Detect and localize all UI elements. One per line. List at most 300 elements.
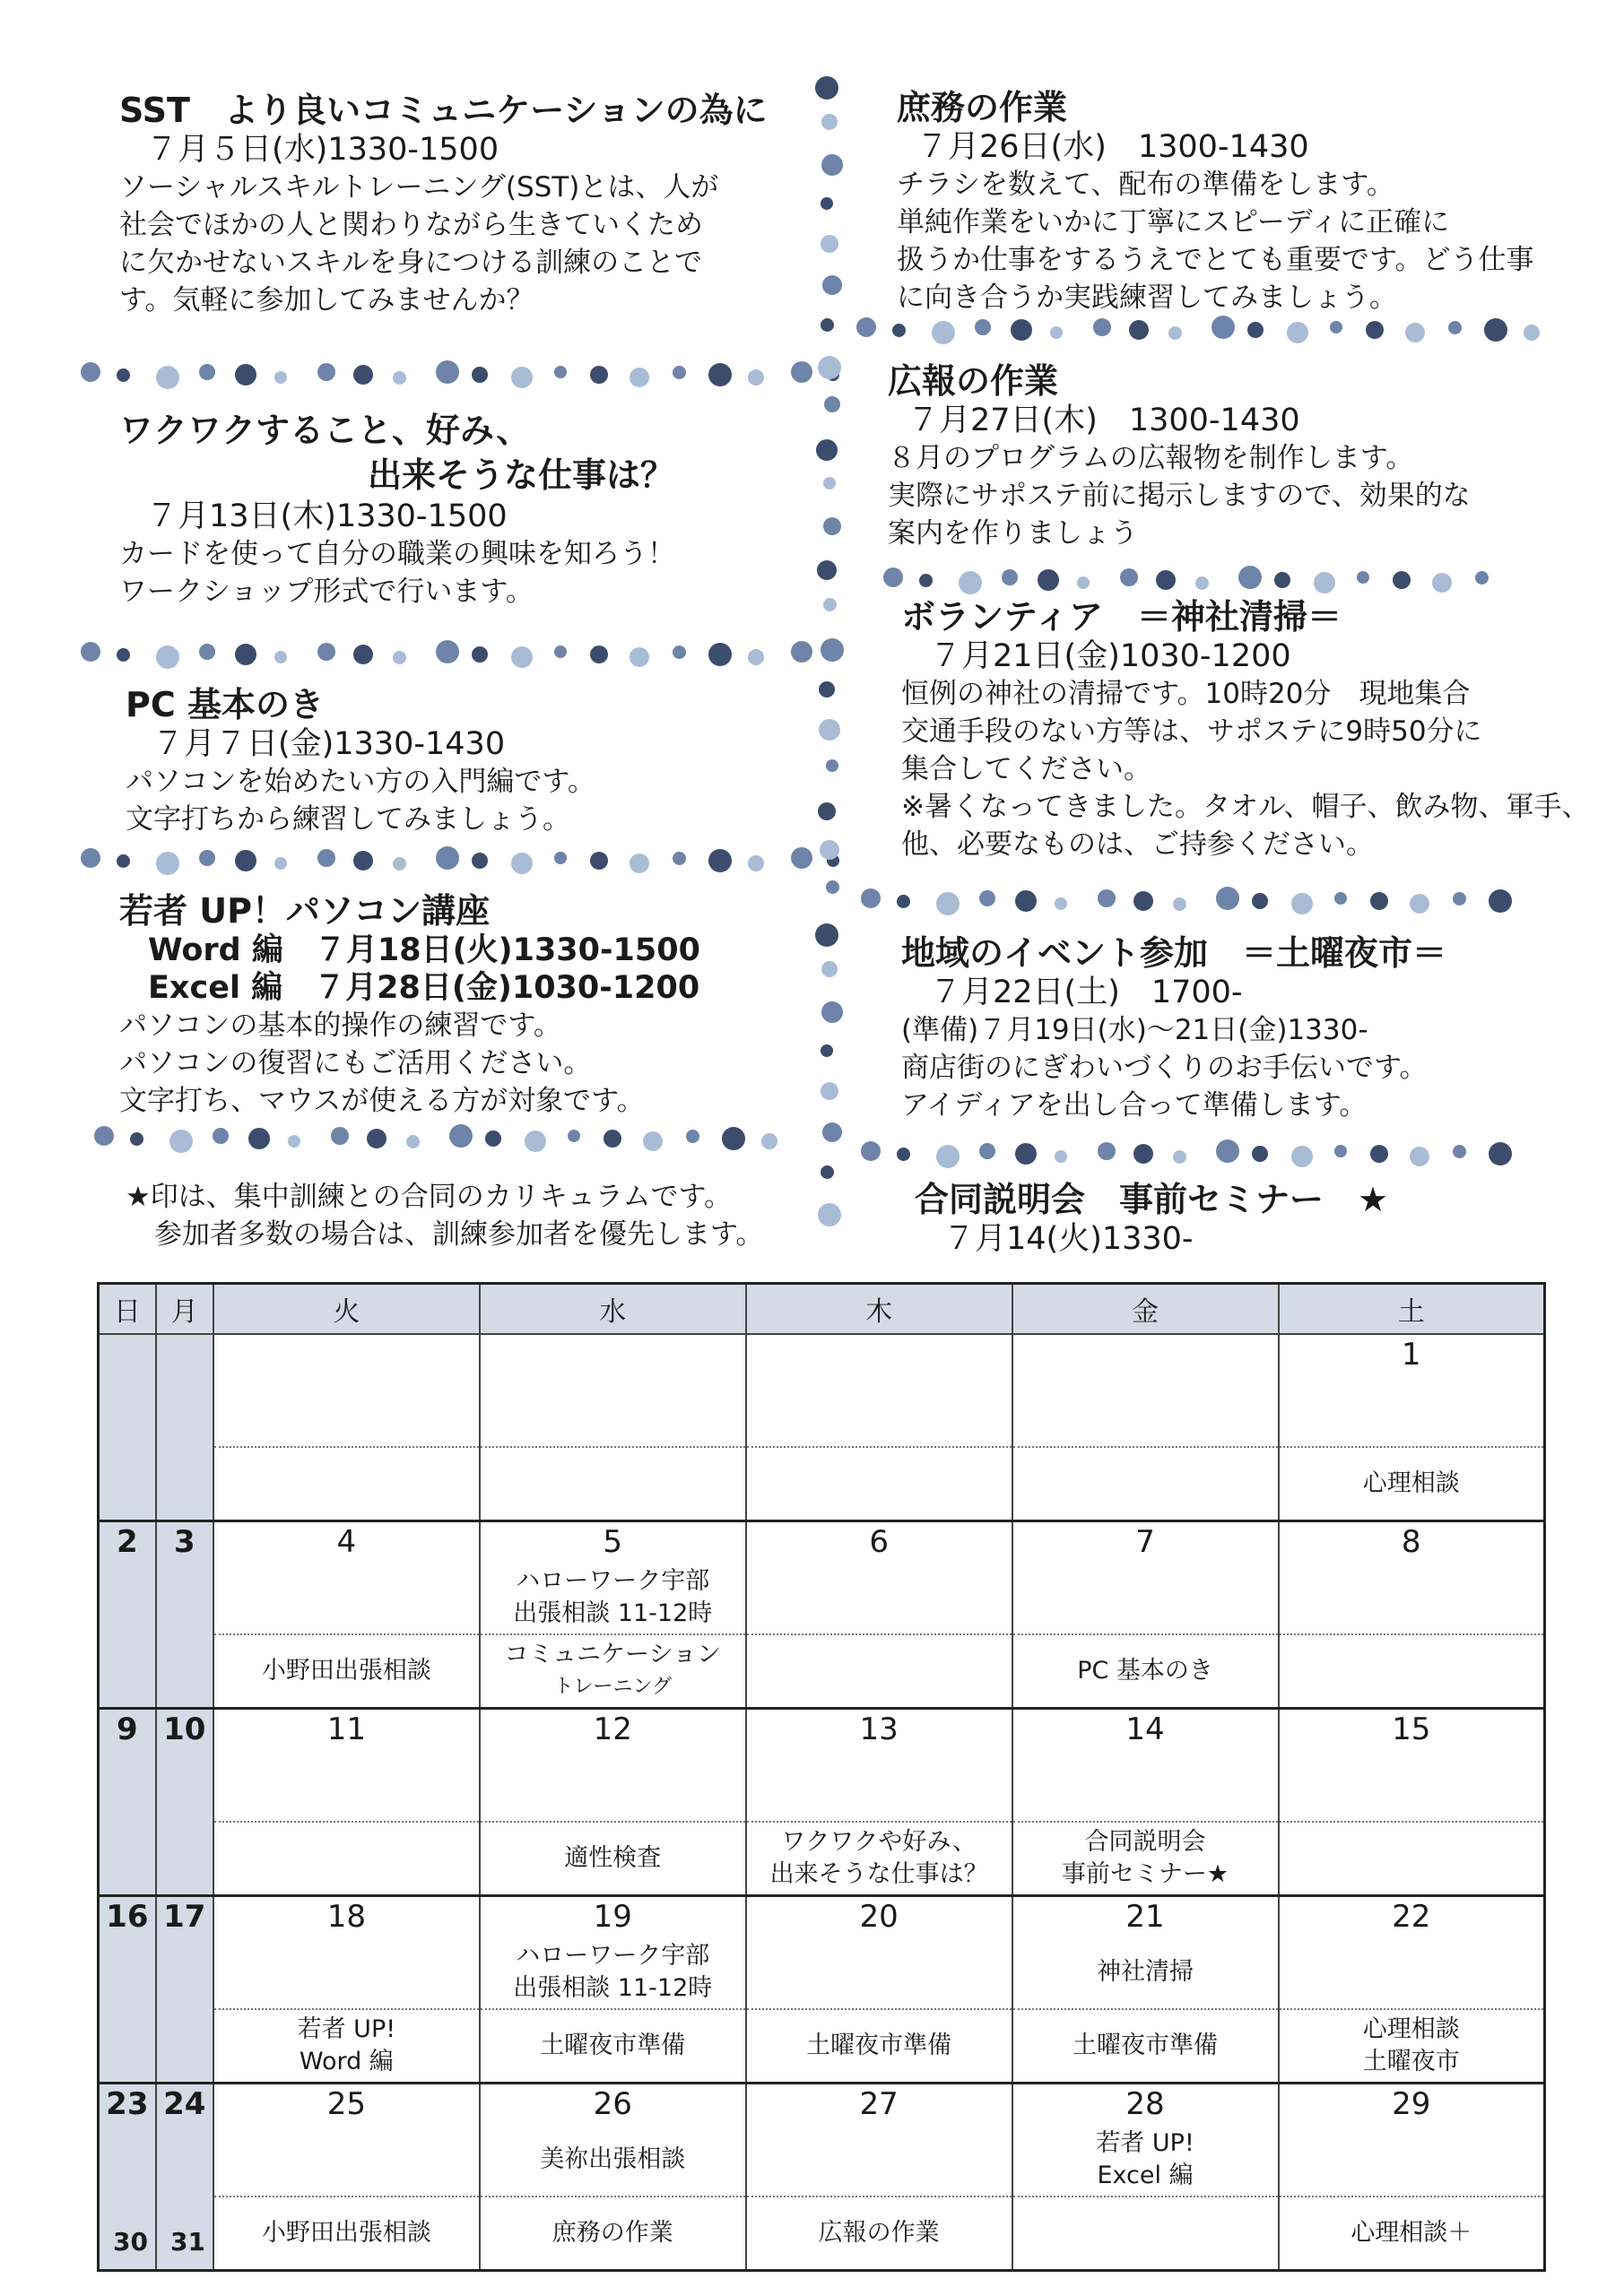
dot-icon — [975, 319, 991, 335]
dot-icon — [1357, 571, 1369, 584]
dot-icon — [821, 235, 838, 253]
calendar-event-mon — [156, 1562, 213, 1634]
calendar-event-thu — [746, 2196, 1012, 2271]
calendar-day-fri: 21 — [1012, 1896, 1279, 1937]
dot-icon — [821, 1165, 834, 1179]
calendar-event-sun — [99, 1562, 156, 1634]
volunteer-line-1: 恒例の神社の清掃です。10時20分 現地集合 — [901, 678, 1471, 710]
dot-icon — [1093, 318, 1111, 336]
dot-icon — [393, 651, 406, 664]
calendar-day-wed: 5 — [480, 1521, 746, 1563]
dot-icon — [1524, 325, 1540, 341]
calendar-event-line: 心理相談 — [1362, 1469, 1460, 1497]
dot-icon — [317, 849, 335, 867]
calendar-row-nums — [99, 1521, 1545, 1563]
calendar-event-wed — [480, 1634, 746, 1709]
star-note-line-1: ★印は、集中訓練との合同のカリキュラムです。 — [126, 1181, 732, 1213]
pc-title: PC 基本のき — [126, 685, 324, 724]
calendar-event-sat — [1279, 1562, 1545, 1634]
dot-icon — [590, 852, 608, 870]
dot-icon — [94, 1126, 114, 1146]
calendar-event-line: コミュニケーション — [504, 1641, 721, 1668]
calendar-event-line: 小野田出張相談 — [261, 1657, 431, 1685]
calendar-event-line: ワクワクや好み、 — [781, 1828, 977, 1856]
dot-icon — [117, 854, 130, 868]
calendar-event-thu — [746, 1634, 1012, 1709]
dot-icon — [169, 1130, 193, 1153]
volunteer-section — [901, 596, 1590, 863]
calendar-event-tue — [213, 1447, 480, 1521]
calendar-event-sat — [1279, 2196, 1545, 2271]
sst-title: SST より良いコミュニケーションの為に — [119, 91, 768, 130]
calendar-event-line: 出来そうな仕事は？ — [769, 1860, 988, 1888]
dot-icon — [1050, 326, 1063, 339]
calendar-row-ev1 — [99, 1749, 1545, 1822]
dot-icon — [317, 643, 335, 661]
dot-icon — [1484, 318, 1507, 342]
dot-icon — [821, 1044, 833, 1057]
dot-icon — [821, 638, 844, 662]
calendar-event-mon — [156, 1447, 213, 1521]
wakuwaku-title-1: ワクワクすること、好み、 — [119, 411, 531, 450]
dot-icon — [130, 1132, 143, 1146]
calendar-event-mon — [156, 1634, 213, 1709]
shomu-line-3: 扱うか仕事をするうえでとても重要です。どう仕事 — [897, 244, 1534, 276]
dot-divider — [861, 883, 1542, 919]
calendar-day-fri: 14 — [1012, 1709, 1279, 1750]
calendar-event-wed — [480, 2009, 746, 2084]
dot-icon — [673, 366, 686, 379]
calendar-event-line: 小野田出張相談 — [261, 2219, 431, 2247]
calendar-event-wed — [480, 1749, 746, 1822]
calendar-event-line: ハローワーク宇部 — [516, 1567, 710, 1595]
calendar-event-fri — [1012, 1936, 1279, 2009]
dot-icon — [511, 853, 533, 874]
dot-icon — [1314, 572, 1335, 593]
wakamono-line-1: パソコンの基本的操作の練習です。 — [119, 1009, 561, 1042]
calendar-event-wed — [480, 1374, 746, 1447]
dot-icon — [1055, 1150, 1067, 1163]
volunteer-line-3: 集合してください。 — [901, 753, 1151, 785]
dot-icon — [1002, 569, 1018, 585]
calendar-day-wed: 12 — [480, 1709, 746, 1750]
calendar-day-tue: 11 — [213, 1709, 480, 1750]
dot-icon — [1173, 1150, 1186, 1164]
dot-icon — [630, 647, 649, 667]
calendar-event-thu — [746, 1822, 1012, 1896]
dot-divider — [81, 843, 852, 879]
dot-icon — [821, 197, 833, 210]
wakuwaku-date: ７月13日(木)1330-1500 — [146, 498, 508, 534]
calendar-day-fri: 28 — [1012, 2084, 1279, 2125]
calendar-event-line: トレーニング — [553, 1676, 673, 1698]
pc-section — [126, 684, 595, 838]
dot-icon — [748, 855, 764, 871]
dot-icon — [1453, 892, 1466, 905]
calendar-event-mon — [156, 1822, 213, 1896]
calendar-day-fri — [1012, 1334, 1279, 1374]
calendar-header-row — [99, 1284, 1545, 1335]
shomu-line-4: に向き合うか実践練習してみましょう。 — [897, 282, 1397, 314]
calendar-row-nums — [99, 1896, 1545, 1937]
wakuwaku-title-2: 出来そうな仕事は？ — [368, 455, 675, 495]
volunteer-line-5: 他、必要なものは、ご持参ください。 — [901, 828, 1374, 861]
calendar-day-sat: 8 — [1279, 1521, 1545, 1563]
dot-icon — [449, 1124, 473, 1148]
calendar-event-tue — [213, 2009, 480, 2084]
dot-icon — [393, 857, 406, 871]
koho-title: 広報の作業 — [888, 361, 1059, 401]
calendar-day-fri: 7 — [1012, 1521, 1279, 1563]
dot-icon — [643, 1131, 663, 1151]
dot-icon — [511, 646, 533, 668]
calendar-day-sat: 1 — [1279, 1334, 1545, 1374]
dot-icon — [1173, 897, 1186, 911]
calendar-event-mon — [156, 2009, 213, 2084]
dot-icon — [590, 366, 608, 384]
calendar-row-ev2 — [99, 1822, 1545, 1896]
dot-icon — [824, 396, 840, 412]
dot-icon — [199, 644, 215, 660]
pc-date: ７月７日(金)1330-1430 — [152, 726, 506, 762]
calendar-event-line: 事前セミナー★ — [1061, 1860, 1229, 1888]
dot-icon — [367, 1129, 386, 1148]
shomu-line-2: 単純作業をいかに丁寧にスピーディに正確に — [897, 206, 1450, 238]
dot-icon — [1410, 1147, 1429, 1166]
calendar-event-wed — [480, 1447, 746, 1521]
dot-icon — [1133, 891, 1153, 911]
calendar-event-fri — [1012, 1562, 1279, 1634]
koho-line-2: 実際にサポステ前に掲示しますので、効果的な — [888, 480, 1471, 512]
sst-line-3: に欠かせないスキルを身につける訓練のことで — [119, 247, 703, 279]
calendar-event-sun — [99, 2009, 156, 2084]
calendar-day-mon: 10 — [156, 1709, 213, 1750]
calendar-event-tue — [213, 1374, 480, 1447]
calendar-event-wed — [480, 1822, 746, 1896]
header-tue: 火 — [213, 1284, 480, 1335]
calendar-event-sat — [1279, 2124, 1545, 2196]
calendar-event-line: 若者 UP! — [1096, 2129, 1194, 2157]
calendar-event-thu — [746, 2124, 1012, 2196]
calendar-day-thu — [746, 1334, 1012, 1374]
calendar-event-line: 土曜夜市準備 — [540, 2032, 686, 2059]
calendar-day-sun: 9 — [99, 1709, 156, 1750]
calendar-day-thu: 20 — [746, 1896, 1012, 1937]
dot-icon — [818, 1203, 841, 1226]
volunteer-line-2: 交通手段のない方等は、サポステに9時50分に — [901, 715, 1482, 748]
calendar-event-line: 土曜夜市準備 — [1073, 2032, 1219, 2059]
seminar-date: ７月14(火)1330- — [943, 1221, 1194, 1257]
dot-icon — [117, 368, 130, 382]
calendar-event-mon — [156, 1374, 213, 1447]
dot-icon — [274, 651, 287, 663]
volunteer-line-4: ※暑くなってきました。タオル、帽子、飲み物、軍手、 — [901, 791, 1590, 823]
dot-icon — [406, 1135, 420, 1148]
dot-icon — [81, 642, 100, 662]
calendar-day-wed: 19 — [480, 1896, 746, 1937]
calendar-event-wed — [480, 2196, 746, 2271]
dot-icon — [821, 1001, 843, 1023]
calendar-event-fri — [1012, 2009, 1279, 2084]
dot-icon — [156, 852, 179, 875]
dot-icon — [936, 892, 960, 915]
dot-icon — [1015, 890, 1037, 912]
dot-icon — [892, 324, 906, 337]
shomu-section — [897, 87, 1534, 316]
calendar-row-ev1 — [99, 1562, 1545, 1634]
dot-icon — [819, 681, 835, 697]
dot-icon — [1252, 1146, 1268, 1162]
dot-icon — [673, 645, 686, 659]
calendar-event-tue — [213, 2124, 480, 2196]
seminar-title: 合同説明会 事前セミナー ★ — [915, 1180, 1389, 1219]
calendar-row-ev1 — [99, 1374, 1545, 1447]
calendar-event-tue — [213, 1822, 480, 1896]
dot-icon — [436, 640, 459, 663]
dot-icon — [1216, 1139, 1239, 1163]
dot-icon — [117, 648, 130, 662]
dot-icon — [1015, 1143, 1037, 1165]
dot-divider — [856, 312, 1547, 348]
calendar-day-sat: 22 — [1279, 1896, 1545, 1937]
dot-icon — [1011, 319, 1032, 341]
dot-icon — [818, 802, 836, 820]
calendar-day-thu: 6 — [746, 1521, 1012, 1563]
header-mon: 月 — [156, 1284, 213, 1335]
calendar-day-sun — [99, 1334, 156, 1374]
event-date: ７月22日(土) 1700- — [930, 975, 1243, 1010]
calendar-day-thu: 13 — [746, 1709, 1012, 1750]
calendar-event-line: 合同説明会 — [1084, 1828, 1206, 1856]
dot-icon — [1370, 1145, 1388, 1163]
dot-icon — [815, 76, 838, 100]
calendar-event-line: Word 編 — [299, 2048, 394, 2075]
pc-line-2: 文字打ちから練習してみましょう。 — [126, 803, 570, 836]
dot-icon — [823, 477, 836, 490]
dot-icon — [1432, 573, 1452, 593]
calendar-event-fri — [1012, 1749, 1279, 1822]
dot-icon — [1448, 321, 1462, 334]
event-line-2: 商店街のにぎわいづくりのお手伝いです。 — [901, 1052, 1428, 1084]
dot-divider — [81, 357, 852, 393]
dot-icon — [748, 649, 764, 665]
wakamono-word: Word 編 ７月18日(火)1330-1500 — [148, 932, 700, 968]
calendar-event-sun — [99, 1374, 156, 1447]
dot-icon — [317, 363, 335, 381]
dot-icon — [1129, 320, 1149, 340]
dot-icon — [761, 1133, 777, 1149]
dot-icon — [897, 895, 910, 908]
dot-icon — [525, 1131, 546, 1152]
sst-line-2: 社会でほかの人と関わりながら生きていくため — [119, 209, 703, 241]
dot-icon — [436, 846, 459, 870]
dot-icon — [248, 1128, 270, 1149]
dot-icon — [604, 1130, 621, 1148]
star-note — [126, 1178, 764, 1253]
calendar-day-tue: 18 — [213, 1896, 480, 1937]
dot-icon — [156, 366, 179, 389]
dot-icon — [274, 371, 287, 384]
dot-icon — [393, 371, 406, 385]
koho-line-3: 案内を作りましょう — [888, 517, 1138, 550]
dot-icon — [353, 365, 373, 385]
calendar-event-sat — [1279, 1822, 1545, 1896]
dot-icon — [630, 368, 649, 387]
calendar-event-sun — [99, 1634, 156, 1709]
calendar-day-sun: 16 — [99, 1896, 156, 1937]
dot-icon — [936, 1145, 960, 1168]
shomu-date: ７月26日(水) 1300-1430 — [916, 129, 1309, 165]
dot-icon — [274, 857, 287, 870]
dot-icon — [708, 849, 732, 872]
volunteer-date: ７月21日(金)1030-1200 — [930, 638, 1291, 674]
dot-icon — [1247, 322, 1264, 338]
dot-icon — [353, 851, 373, 871]
dot-icon — [815, 923, 838, 947]
dot-icon — [472, 367, 488, 383]
calendar-event-wed — [480, 1936, 746, 2009]
dot-icon — [822, 275, 842, 295]
dot-icon — [959, 571, 982, 594]
calendar-event-thu — [746, 1749, 1012, 1822]
dot-icon — [821, 318, 834, 332]
dot-icon — [1291, 1146, 1313, 1167]
dot-icon — [932, 321, 955, 344]
koho-date: ７月27日(木) 1300-1430 — [908, 403, 1300, 438]
dot-icon — [1252, 893, 1268, 909]
dot-icon — [590, 645, 608, 663]
header-sun: 日 — [99, 1284, 156, 1335]
calendar-event-sat — [1279, 1374, 1545, 1447]
dot-icon — [821, 961, 838, 977]
calendar-event-fri — [1012, 1447, 1279, 1521]
dot-icon — [331, 1127, 349, 1145]
wakamono-line-2: パソコンの復習にもご活用ください。 — [119, 1047, 592, 1079]
dot-icon — [1334, 1145, 1347, 1157]
dot-icon — [821, 114, 838, 130]
calendar-day-31: 31 — [170, 2227, 205, 2257]
dot-icon — [1405, 323, 1425, 342]
calendar-event-thu — [746, 1374, 1012, 1447]
koho-section — [888, 360, 1471, 552]
dot-icon — [1238, 566, 1262, 589]
dot-icon — [821, 1082, 838, 1100]
dot-icon — [861, 888, 881, 908]
dot-icon — [472, 646, 488, 663]
dot-icon — [1393, 571, 1411, 589]
calendar-row-ev2 — [99, 1447, 1545, 1521]
dot-icon — [897, 1148, 910, 1161]
shomu-title: 庶務の作業 — [897, 88, 1068, 127]
dot-icon — [979, 890, 995, 906]
wakuwaku-line-2: ワークショップ形式で行います。 — [119, 576, 534, 608]
vertical-dot-divider — [812, 76, 847, 1242]
wakamono-excel: Excel 編 ７月28日(金)1030-1200 — [148, 970, 700, 1006]
dot-icon — [791, 847, 812, 869]
dot-icon — [856, 317, 876, 337]
dot-icon — [816, 439, 838, 461]
calendar-event-tue — [213, 1562, 480, 1634]
dot-icon — [81, 362, 100, 382]
dot-icon — [1195, 576, 1209, 590]
event-title: 地域のイベント参加 ＝土曜夜市＝ — [901, 933, 1447, 973]
calendar-row-nums — [99, 1709, 1545, 1750]
dot-icon — [1098, 1142, 1116, 1160]
calendar-event-sun — [99, 1749, 156, 1822]
dot-icon — [818, 356, 841, 379]
calendar-event-wed — [480, 1562, 746, 1634]
calendar-row-ev2 — [99, 1634, 1545, 1709]
dot-icon — [748, 369, 764, 386]
calendar-event-wed — [480, 2124, 746, 2196]
header-fri: 金 — [1012, 1284, 1279, 1335]
calendar-event-line: 出張相談 11-12時 — [513, 1599, 713, 1627]
dot-icon — [1330, 321, 1342, 334]
dot-icon — [822, 1122, 842, 1142]
dot-icon — [686, 1130, 699, 1143]
dot-icon — [288, 1135, 300, 1148]
dot-icon — [472, 853, 488, 869]
dot-icon — [1475, 571, 1489, 585]
calendar-event-thu — [746, 1447, 1012, 1521]
star-note-line-2: 参加者多数の場合は、訓練参加者を優先します。 — [154, 1218, 764, 1251]
dot-icon — [199, 850, 215, 866]
event-line-1: (準備)７月19日(水)～21日(金)1330- — [901, 1014, 1368, 1046]
calendar-event-line: 広報の作業 — [818, 2219, 940, 2247]
dot-icon — [1077, 576, 1090, 589]
dot-icon — [791, 641, 812, 663]
calendar-event-sat — [1279, 1634, 1545, 1709]
calendar-event-line: 出張相談 11-12時 — [513, 1974, 713, 2002]
calendar-event-thu — [746, 2009, 1012, 2084]
calendar-event-thu — [746, 1562, 1012, 1634]
calendar-day-sun: 2 — [99, 1521, 156, 1563]
wakamono-line-3: 文字打ち、マウスが使える方が対象です。 — [119, 1085, 645, 1117]
dot-icon — [568, 1130, 580, 1142]
dot-icon — [1098, 889, 1116, 907]
dot-icon — [1334, 892, 1347, 905]
calendar-event-sat — [1279, 1447, 1545, 1521]
calendar-day-tue — [213, 1334, 480, 1374]
calendar-day-wed — [480, 1334, 746, 1374]
calendar-event-line: 土曜夜市 — [1362, 2048, 1460, 2075]
dot-icon — [199, 364, 215, 380]
dot-icon — [1489, 889, 1512, 913]
dot-icon — [883, 568, 903, 587]
dot-icon — [820, 840, 839, 860]
calendar-event-thu — [746, 1936, 1012, 2009]
dot-icon — [235, 644, 256, 665]
dot-icon — [554, 645, 567, 658]
dot-icon — [673, 852, 686, 865]
calendar-event-mon — [156, 2124, 213, 2196]
calendar-event-mon — [156, 1749, 213, 1822]
calendar-day-thu: 27 — [746, 2084, 1012, 2125]
dot-icon — [213, 1128, 229, 1144]
sst-section — [119, 90, 768, 319]
calendar-day-mon: 3 — [156, 1521, 213, 1563]
calendar-row-ev1 — [99, 1936, 1545, 2009]
calendar-event-fri — [1012, 1634, 1279, 1709]
calendar-event-mon — [156, 1936, 213, 2009]
wakuwaku-line-1: カードを使って自分の職業の興味を知ろう！ — [119, 538, 675, 570]
calendar-day-sat: 15 — [1279, 1709, 1545, 1750]
dot-icon — [235, 850, 256, 871]
dot-icon — [708, 363, 732, 386]
dot-icon — [1370, 892, 1388, 910]
calendar-day-sun: 23 — [99, 2084, 156, 2125]
dot-icon — [722, 1127, 745, 1150]
